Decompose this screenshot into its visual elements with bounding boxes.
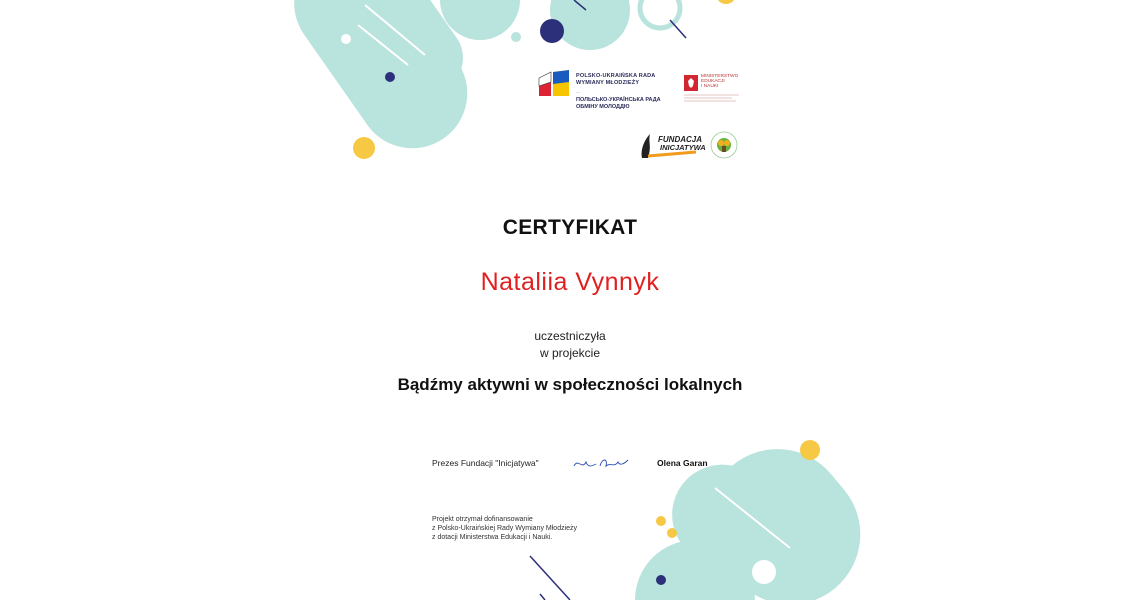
prpwm-logo-icon	[537, 68, 571, 98]
funding-line3: z dotacji Ministerstwa Edukacji i Nauki.	[432, 534, 553, 541]
ministry-line2: EDUKACJI	[701, 79, 725, 85]
org-name-polish	[576, 73, 655, 87]
project-name: Bądźmy aktywni w społeczności lokalnych	[397, 375, 743, 394]
bottom-decoration	[530, 421, 889, 600]
participation-text-line1: uczestniczyła	[534, 329, 606, 343]
org-name-ua-line2: ОБМІНУ МОЛОДДЮ	[576, 104, 630, 110]
recipient-name: Nataliia Vynnyk	[480, 268, 660, 296]
foundation-logo-text-2: INICJATYWA	[660, 143, 706, 152]
funding-line1: Projekt otrzymał dofinansowanie	[432, 516, 533, 523]
fundacja-inicjatywa-logo-icon	[636, 130, 706, 162]
polish-eagle-icon	[684, 75, 698, 91]
org-name-ukrainian	[576, 97, 661, 111]
certificate-title: CERTYFIKAT	[502, 216, 638, 239]
ministry-fine-print	[684, 93, 744, 103]
org-separator: ----	[576, 90, 580, 94]
funding-line2: z Polsko-Ukraińskiej Rady Wymiany Młodzieży	[432, 525, 578, 532]
funding-notice	[432, 515, 577, 542]
partner-logos	[537, 66, 747, 126]
org-name-pl-line1: POLSKO-UKRAIŃSKA RADA	[576, 73, 656, 79]
org-name-pl-line2: WYMIANY MŁODZIEŻY	[576, 80, 640, 86]
signer-name: Olena Garan	[657, 458, 708, 468]
org-name-ua-line1: ПОЛЬСЬКО-УКРАЇНСЬКА РАДА	[576, 97, 661, 103]
president-label: Prezes Fundacji "Inicjatywa"	[432, 458, 539, 468]
ministry-name	[701, 74, 751, 90]
handwritten-signature	[572, 452, 632, 474]
certificate-page	[330, 0, 810, 600]
ministry-line3: I NAUKI	[701, 84, 719, 90]
community-round-logo-icon	[710, 131, 738, 159]
foundation-logo-text-1: FUNDACJA	[658, 135, 702, 144]
participation-text-line2: w projekcie	[539, 346, 601, 360]
ministry-line1: MINISTERSTWO	[701, 74, 739, 79]
